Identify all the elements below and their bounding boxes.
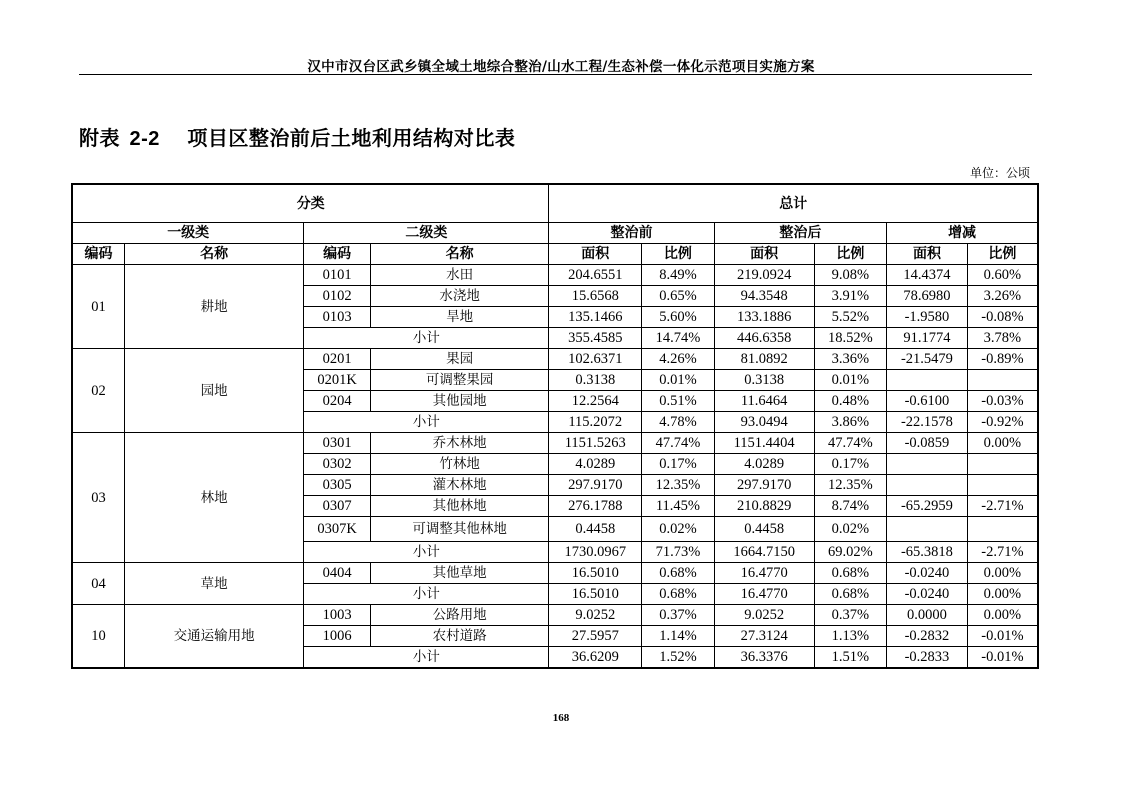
change-area [887, 370, 968, 391]
row-code: 0103 [304, 307, 371, 328]
header-before: 整治前 [549, 223, 714, 244]
change-area: -65.3818 [887, 542, 968, 563]
subtotal-label: 小计 [304, 542, 549, 563]
row-name: 竹林地 [370, 454, 548, 475]
change-area: -0.0240 [887, 563, 968, 584]
after-ratio: 0.02% [814, 517, 887, 542]
change-area: -22.1578 [887, 412, 968, 433]
after-area: 94.3548 [714, 286, 814, 307]
group-code: 10 [72, 605, 124, 669]
before-ratio: 4.78% [642, 412, 715, 433]
change-area: -0.2832 [887, 626, 968, 647]
change-area: -1.9580 [887, 307, 968, 328]
before-area: 102.6371 [549, 349, 642, 370]
header-change-area: 面积 [887, 244, 968, 265]
after-ratio: 9.08% [814, 265, 887, 286]
row-name: 水浇地 [370, 286, 548, 307]
change-area: -0.6100 [887, 391, 968, 412]
table-row [72, 265, 1038, 286]
after-ratio: 47.74% [814, 433, 887, 454]
row-code: 1006 [304, 626, 371, 647]
after-area: 36.3376 [714, 647, 814, 669]
row-code: 0404 [304, 563, 371, 584]
table-row [72, 563, 1038, 584]
row-code: 0204 [304, 391, 371, 412]
after-area: 1151.4404 [714, 433, 814, 454]
row-name: 可调整果园 [370, 370, 548, 391]
running-header: 汉中市汉台区武乡镇全域土地综合整治/山水工程/生态补偿一体化示范项目实施方案 [307, 59, 815, 75]
header-after-area: 面积 [714, 244, 814, 265]
header-level2-code: 编码 [304, 244, 371, 265]
after-ratio: 0.01% [814, 370, 887, 391]
before-area: 135.1466 [549, 307, 642, 328]
before-area: 12.2564 [549, 391, 642, 412]
before-area: 0.3138 [549, 370, 642, 391]
row-name: 旱地 [370, 307, 548, 328]
change-ratio: -0.03% [967, 391, 1038, 412]
header-classification: 分类 [72, 184, 549, 223]
before-ratio: 11.45% [642, 496, 715, 517]
header-before-ratio: 比例 [642, 244, 715, 265]
subtotal-label: 小计 [304, 647, 549, 669]
row-name: 其他林地 [370, 496, 548, 517]
header-change-ratio: 比例 [967, 244, 1038, 265]
after-ratio: 1.13% [814, 626, 887, 647]
land-use-comparison-table [71, 183, 1039, 669]
row-code: 0101 [304, 265, 371, 286]
group-name: 园地 [124, 349, 303, 433]
change-ratio: 0.00% [967, 605, 1038, 626]
before-ratio: 0.51% [642, 391, 715, 412]
after-area: 93.0494 [714, 412, 814, 433]
before-area: 0.4458 [549, 517, 642, 542]
after-area: 219.0924 [714, 265, 814, 286]
row-name: 其他草地 [370, 563, 548, 584]
change-area [887, 454, 968, 475]
group-name: 交通运输用地 [124, 605, 303, 669]
after-ratio: 69.02% [814, 542, 887, 563]
change-area: 14.4374 [887, 265, 968, 286]
before-ratio: 0.02% [642, 517, 715, 542]
after-area: 4.0289 [714, 454, 814, 475]
after-area: 9.0252 [714, 605, 814, 626]
before-ratio: 1.14% [642, 626, 715, 647]
header-level1-name: 名称 [124, 244, 303, 265]
before-area: 9.0252 [549, 605, 642, 626]
row-name: 果园 [370, 349, 548, 370]
subtotal-label: 小计 [304, 584, 549, 605]
change-area: -0.0240 [887, 584, 968, 605]
change-area: -0.0859 [887, 433, 968, 454]
before-area: 1730.0967 [549, 542, 642, 563]
group-name: 耕地 [124, 265, 303, 349]
after-ratio: 8.74% [814, 496, 887, 517]
before-ratio: 0.68% [642, 563, 715, 584]
after-area: 210.8829 [714, 496, 814, 517]
before-area: 27.5957 [549, 626, 642, 647]
change-area: 78.6980 [887, 286, 968, 307]
table-title-text: 项目区整治前后土地利用结构对比表 [187, 126, 516, 150]
before-ratio: 12.35% [642, 475, 715, 496]
change-ratio: -2.71% [967, 542, 1038, 563]
before-area: 297.9170 [549, 475, 642, 496]
after-area: 0.4458 [714, 517, 814, 542]
change-area [887, 517, 968, 542]
after-ratio: 3.86% [814, 412, 887, 433]
after-area: 133.1886 [714, 307, 814, 328]
row-code: 0201K [304, 370, 371, 391]
change-ratio [967, 454, 1038, 475]
row-code: 1003 [304, 605, 371, 626]
after-ratio: 3.91% [814, 286, 887, 307]
after-area: 81.0892 [714, 349, 814, 370]
after-ratio: 0.17% [814, 454, 887, 475]
before-ratio: 4.26% [642, 349, 715, 370]
header-total: 总计 [549, 184, 1038, 223]
group-code: 01 [72, 265, 124, 349]
change-ratio: 0.00% [967, 433, 1038, 454]
before-area: 4.0289 [549, 454, 642, 475]
before-ratio: 0.37% [642, 605, 715, 626]
row-code: 0201 [304, 349, 371, 370]
row-name: 水田 [370, 265, 548, 286]
change-area [887, 475, 968, 496]
table-row [72, 349, 1038, 370]
before-area: 15.6568 [549, 286, 642, 307]
header-change: 增减 [887, 223, 1038, 244]
row-code: 0305 [304, 475, 371, 496]
change-ratio: -0.08% [967, 307, 1038, 328]
change-ratio: -2.71% [967, 496, 1038, 517]
table-code: 2-2 [129, 128, 160, 150]
before-ratio: 5.60% [642, 307, 715, 328]
header-after-ratio: 比例 [814, 244, 887, 265]
change-area: 91.1774 [887, 328, 968, 349]
after-ratio: 18.52% [814, 328, 887, 349]
row-code: 0301 [304, 433, 371, 454]
header-divider [79, 74, 1032, 75]
change-area: -0.2833 [887, 647, 968, 669]
group-name: 草地 [124, 563, 303, 605]
before-ratio: 14.74% [642, 328, 715, 349]
change-ratio: 0.00% [967, 563, 1038, 584]
group-code: 03 [72, 433, 124, 563]
header-level2: 二级类 [304, 223, 549, 244]
change-ratio: 0.60% [967, 265, 1038, 286]
before-ratio: 0.01% [642, 370, 715, 391]
before-ratio: 8.49% [642, 265, 715, 286]
before-ratio: 1.52% [642, 647, 715, 669]
before-area: 1151.5263 [549, 433, 642, 454]
after-ratio: 0.68% [814, 563, 887, 584]
row-name: 公路用地 [370, 605, 548, 626]
change-ratio: -0.01% [967, 647, 1038, 669]
after-ratio: 0.68% [814, 584, 887, 605]
before-area: 16.5010 [549, 563, 642, 584]
after-ratio: 0.37% [814, 605, 887, 626]
after-area: 297.9170 [714, 475, 814, 496]
header-before-area: 面积 [549, 244, 642, 265]
before-ratio: 0.68% [642, 584, 715, 605]
table-label: 附表 [79, 126, 120, 150]
after-area: 0.3138 [714, 370, 814, 391]
after-ratio: 0.48% [814, 391, 887, 412]
header-level2-name: 名称 [370, 244, 548, 265]
before-ratio: 47.74% [642, 433, 715, 454]
row-name: 农村道路 [370, 626, 548, 647]
after-ratio: 12.35% [814, 475, 887, 496]
header-level1-code: 编码 [72, 244, 124, 265]
change-ratio: 3.26% [967, 286, 1038, 307]
change-area: 0.0000 [887, 605, 968, 626]
after-ratio: 5.52% [814, 307, 887, 328]
subtotal-label: 小计 [304, 412, 549, 433]
after-area: 27.3124 [714, 626, 814, 647]
page-number: 168 [552, 712, 570, 724]
row-name: 灌木林地 [370, 475, 548, 496]
unit-note: 单位：公顷 [969, 166, 1030, 180]
table-row [72, 433, 1038, 454]
subtotal-label: 小计 [304, 328, 549, 349]
before-ratio: 0.65% [642, 286, 715, 307]
header-level1: 一级类 [72, 223, 304, 244]
row-code: 0307 [304, 496, 371, 517]
before-ratio: 0.17% [642, 454, 715, 475]
row-name: 可调整其他林地 [370, 517, 548, 542]
change-ratio [967, 370, 1038, 391]
before-area: 276.1788 [549, 496, 642, 517]
before-area: 115.2072 [549, 412, 642, 433]
after-area: 16.4770 [714, 584, 814, 605]
change-ratio [967, 517, 1038, 542]
header-after: 整治后 [714, 223, 886, 244]
row-name: 其他园地 [370, 391, 548, 412]
change-ratio: 0.00% [967, 584, 1038, 605]
row-name: 乔木林地 [370, 433, 548, 454]
change-area: -21.5479 [887, 349, 968, 370]
change-ratio: -0.92% [967, 412, 1038, 433]
after-ratio: 1.51% [814, 647, 887, 669]
before-area: 16.5010 [549, 584, 642, 605]
after-area: 1664.7150 [714, 542, 814, 563]
table-title [79, 122, 515, 151]
after-area: 16.4770 [714, 563, 814, 584]
before-area: 355.4585 [549, 328, 642, 349]
change-area: -65.2959 [887, 496, 968, 517]
after-area: 11.6464 [714, 391, 814, 412]
change-ratio [967, 475, 1038, 496]
after-ratio: 3.36% [814, 349, 887, 370]
before-ratio: 71.73% [642, 542, 715, 563]
group-name: 林地 [124, 433, 303, 563]
change-ratio: -0.01% [967, 626, 1038, 647]
change-ratio: -0.89% [967, 349, 1038, 370]
row-code: 0307K [304, 517, 371, 542]
row-code: 0102 [304, 286, 371, 307]
group-code: 04 [72, 563, 124, 605]
table-row [72, 605, 1038, 626]
group-code: 02 [72, 349, 124, 433]
row-code: 0302 [304, 454, 371, 475]
before-area: 36.6209 [549, 647, 642, 669]
after-area: 446.6358 [714, 328, 814, 349]
before-area: 204.6551 [549, 265, 642, 286]
change-ratio: 3.78% [967, 328, 1038, 349]
